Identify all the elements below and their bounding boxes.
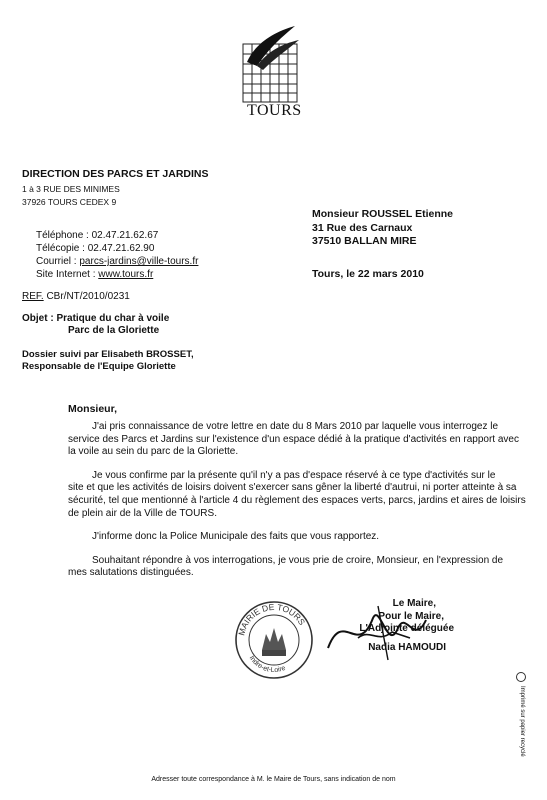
subject-line1: Objet : Pratique du char à voile [22,313,170,324]
body-line: Je vous confirme par la présente qu'il n'y a pas d'espace réservé à ce type d'activités sur le [92,469,496,481]
email-line [36,255,198,268]
signature-line3: L'Adjointe déléguée [359,623,454,634]
phone: Téléphone : 02.47.21.62.67 [36,230,159,241]
website-link[interactable]: www.tours.fr [98,269,154,280]
email-label: Courriel : [36,256,80,267]
reference-value: CBr/NT/2010/0231 [43,291,130,302]
signature-block [300,598,454,654]
footer-note: Adresser toute correspondance à M. le Maire de Tours, sans indication de nom [151,776,396,783]
department-address-line1: 1 à 3 RUE DES MINIMES [22,184,120,194]
city-logo [233,22,303,122]
website-line [36,268,198,281]
signature-line4: Nadia HAMOUDI [368,641,446,653]
svg-text:MAIRIE DE TOURS: MAIRIE DE TOURS [236,601,308,637]
recipient-street: 31 Rue des Carnaux [312,221,413,234]
body-line: mes salutations distinguées. [68,567,194,579]
recipient-name: Monsieur ROUSSEL Etienne [312,208,453,220]
logo-wordmark: TOURS [247,102,302,119]
body-line: site et que les activités de loisirs doivent s'exercer sans gêner la liberté d'autrui, ni porter atteinte à sa [68,482,517,494]
recipient-city: 37510 BALLAN MIRE [312,235,417,247]
recycled-paper-note: Imprimé sur papier recyclé [519,686,525,757]
letter-date: Tours, le 22 mars 2010 [312,268,424,280]
paragraph-4 [68,555,528,580]
department-address-line2: 37926 TOURS CEDEX 9 [22,197,117,207]
paragraph-3 [68,531,528,544]
reference-line [22,291,130,302]
body-line: la voile au sein du parc de la Gloriette. [68,446,239,458]
department-name: DIRECTION DES PARCS ET JARDINS [22,168,209,180]
followup-line1: Dossier suivi par Elisabeth BROSSET, [22,349,194,360]
body-line: de plein air de la Ville de TOURS. [68,507,217,519]
salutation: Monsieur, [68,403,118,415]
body-line: sécurité, tel que mentionné à l'article 4 du règlement des espaces verts, parcs, jardins et aires de loisirs [68,494,526,506]
website-label: Site Internet : [36,269,99,280]
fax: Télécopie : 02.47.21.62.90 [36,243,155,254]
followup-line2: Responsable de l'Equipe Gloriette [22,361,176,372]
body-line: J'informe donc la Police Municipale des faits que vous rapportez. [92,531,380,543]
signature-line1: Le Maire, [392,598,436,609]
letter-body [68,421,528,580]
subject-block [22,313,169,337]
paragraph-1 [68,421,528,459]
reference-label: REF. [22,291,44,302]
recipient-block [312,208,453,249]
email-link[interactable]: parcs-jardins@ville-tours.fr [79,256,199,267]
subject-line2: Parc de la Gloriette [68,325,160,336]
contact-block [36,229,198,281]
followup-block [22,349,194,373]
recycle-icon [516,672,526,682]
paragraph-2 [68,470,528,520]
svg-text:Indre-et-Loire: Indre-et-Loire [247,654,287,675]
body-line: service des Parcs et Jardins sur l'existence d'un espace dédié à la pratique d'activités en rapport avec [68,433,519,445]
tours-grid-icon [233,22,303,104]
body-line: J'ai pris connaissance de votre lettre en date du 8 Mars 2010 par laquelle vous interrogez le [92,421,499,432]
signature-line2: Pour le Maire, [378,610,444,622]
body-line: Souhaitant répondre à vos interrogations, je vous prie de croire, Monsieur, en l'expression de [92,554,504,566]
